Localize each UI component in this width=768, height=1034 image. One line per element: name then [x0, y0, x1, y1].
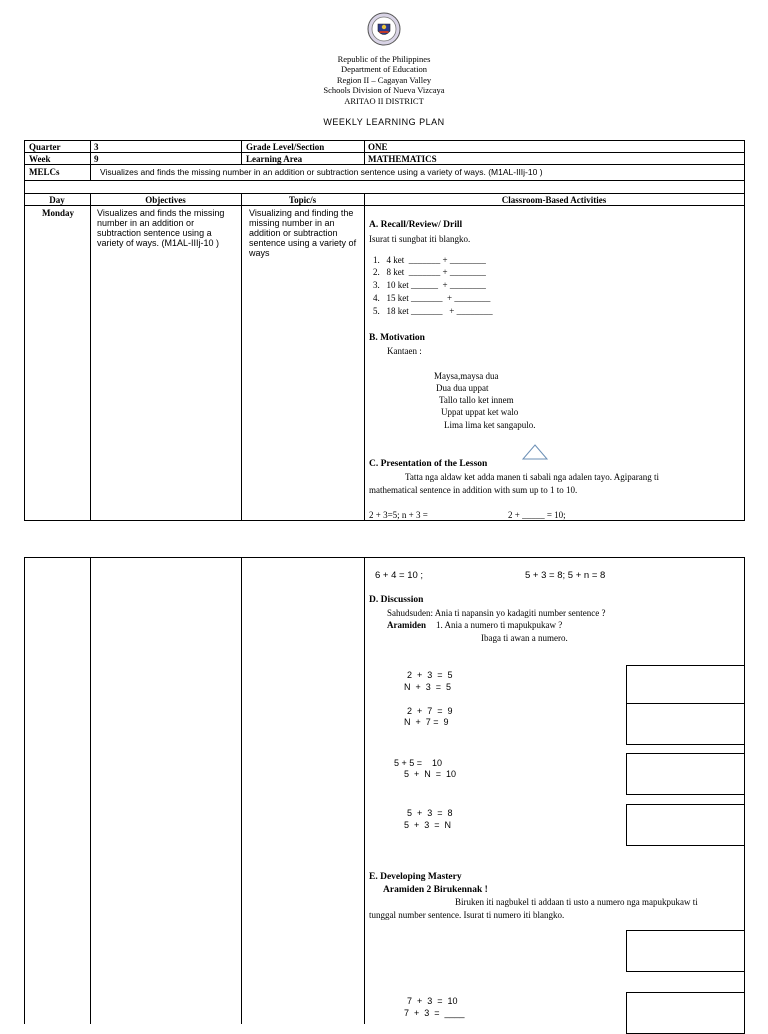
answer-box[interactable] — [626, 804, 745, 846]
deped-seal-logo — [367, 12, 401, 46]
song-line: Uppat uppat ket walo — [441, 407, 519, 417]
triangle-shape — [522, 444, 548, 460]
section-b-sub: Kantaen : — [387, 346, 422, 356]
section-d-title: D. Discussion — [369, 595, 424, 605]
melcs-label: MELCs — [29, 167, 60, 177]
header-division: Schools Division of Nueva Vizcaya — [323, 85, 445, 95]
d-eq-top: 5 + 5 = 10 — [394, 758, 443, 768]
quarter-label: Quarter — [29, 142, 61, 152]
d-eq-bottom: N + 3 = 5 — [404, 682, 452, 692]
section-e-text2: tunggal number sentence. Isurat ti numero iti blangko. — [369, 910, 565, 920]
d-eq-top: 2 + 7 = 9 — [407, 706, 453, 716]
header-district: ARITAO II DISTRICT — [344, 96, 424, 106]
header-department: Department of Education — [341, 64, 427, 74]
col-day: Day — [49, 195, 65, 205]
section-c-title: C. Presentation of the Lesson — [369, 459, 488, 469]
section-c-eq-left: 2 + 3=5; n + 3 = — [369, 510, 428, 520]
section-d-text2: 1. Ania a numero ti mapukpukaw ? — [436, 620, 563, 630]
topics-text: Visualizing and finding the missing number in an addition or subtraction sentence using a variety of ways — [249, 208, 357, 258]
section-d-text1: Sahudsuden: Ania ti napansin yo kadagiti number sentence ? — [387, 608, 606, 618]
section-b-title: B. Motivation — [369, 333, 425, 343]
area-value: MATHEMATICS — [368, 154, 437, 164]
quarter-value: 3 — [94, 142, 99, 152]
answer-box[interactable] — [626, 703, 745, 745]
song-line: Lima lima ket sangapulo. — [444, 420, 536, 430]
section-a-instruction: Isurat ti sungbat iti blangko. — [369, 234, 471, 244]
answer-box[interactable] — [626, 753, 745, 795]
section-d-text3: Ibaga ti awan a numero. — [481, 633, 568, 643]
objectives-text: Visualizes and finds the missing number in an addition or subtraction sentence using a variety of ways. (M1AL-IIIj-10 ) — [97, 208, 225, 248]
d-eq-top: 2 + 3 = 5 — [407, 670, 453, 680]
section-c-eq-right: 2 + _____ = 10; — [508, 510, 566, 520]
day-monday: Monday — [41, 208, 74, 218]
week-value: 9 — [94, 154, 99, 164]
e-eq1: 7 + 3 = 10 — [407, 996, 458, 1006]
area-label: Learning Area — [246, 154, 303, 164]
song-line: Dua dua uppat — [436, 383, 489, 393]
list-item: 5. 18 ket _______ + ________ — [373, 306, 493, 316]
list-item: 2. 8 ket _______ + ________ — [373, 267, 486, 277]
d-eq-bottom: 5 + N = 10 — [404, 769, 457, 779]
week-label: Week — [29, 154, 51, 164]
section-c-text2: mathematical sentence in addition with sum up to 1 to 10. — [369, 485, 578, 495]
d-eq-top: 5 + 3 = 8 — [407, 808, 453, 818]
header-region: Region II – Cagayan Valley — [336, 75, 432, 85]
header-republic: Republic of the Philippines — [337, 54, 431, 64]
section-e-sub: Aramiden 2 Birukennak ! — [383, 885, 488, 895]
p2-eq-right: 5 + 3 = 8; 5 + n = 8 — [525, 570, 606, 581]
section-c-text1: Tatta nga aldaw ket adda manen ti sabali nga adalen tayo. Agiparang ti — [405, 472, 660, 482]
col-objectives: Objectives — [145, 195, 186, 205]
grade-label: Grade Level/Section — [246, 142, 325, 152]
answer-box[interactable] — [626, 930, 745, 972]
p2-eq-left: 6 + 4 = 10 ; — [375, 570, 424, 581]
e-eq2: 7 + 3 = ____ — [404, 1008, 465, 1018]
song-line: Tallo tallo ket innem — [439, 395, 514, 405]
list-item: 4. 15 ket _______ + ________ — [373, 293, 491, 303]
list-item: 3. 10 ket ______ + ________ — [373, 280, 486, 290]
d-eq-bottom: N + 7 = 9 — [404, 717, 449, 727]
section-d-aramiden: Aramiden — [387, 620, 426, 630]
grade-value: ONE — [368, 142, 388, 152]
page-title: WEEKLY LEARNING PLAN — [323, 117, 445, 127]
answer-box[interactable] — [626, 992, 745, 1034]
col-topics: Topic/s — [288, 195, 317, 205]
section-a-title: A. Recall/Review/ Drill — [369, 220, 463, 230]
answer-box[interactable] — [626, 665, 745, 704]
song-line: Maysa,maysa dua — [434, 371, 499, 381]
col-activities: Classroom-Based Activities — [501, 195, 607, 205]
section-e-title: E. Developing Mastery — [369, 872, 462, 882]
melcs-value: Visualizes and finds the missing number in an addition or subtraction sentence using a variety of ways. (M1AL-IIIj-10 ) — [100, 167, 543, 177]
d-eq-bottom: 5 + 3 = N — [404, 820, 452, 830]
list-item: 1. 4 ket _______ + ________ — [373, 255, 486, 265]
section-e-text1: Biruken iti nagbukel ti addaan ti usto a numero nga mapukpukaw ti — [455, 897, 698, 907]
